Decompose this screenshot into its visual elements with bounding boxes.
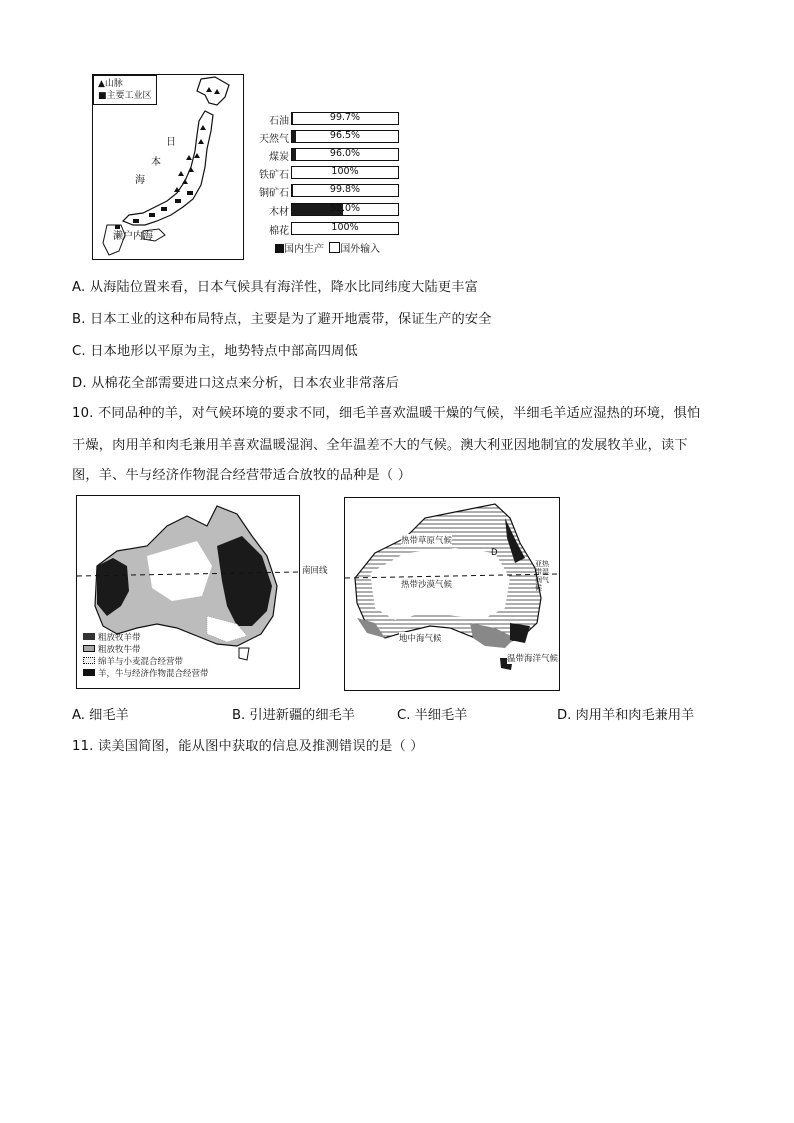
legend-item (83, 668, 209, 680)
legend-domestic: 国内生产 (284, 244, 324, 255)
bar (291, 130, 399, 143)
climate-label-desert: 热带沙漠气候 (401, 580, 453, 590)
japan-map-figure (92, 74, 244, 260)
legend-swatch (83, 669, 95, 676)
bar-value: 52.0% (329, 203, 361, 214)
bar-value: 99.8% (329, 184, 361, 195)
q9-option-c: C. 日本地形以平原为主，地势特点中部高四周低 (72, 344, 358, 359)
legend-label: 绵羊与小麦混合经营带 (98, 657, 184, 667)
climate-label-grassland: 热带草原气候 (401, 536, 453, 546)
legend-item (83, 632, 209, 644)
q10-option-b: B. 引进新疆的细毛羊 (232, 708, 355, 723)
sea-label-2: 本 (151, 157, 161, 168)
sea-label-3: 海 (135, 175, 145, 186)
bar-value: 99.7% (329, 112, 361, 123)
legend-swatch (83, 657, 95, 664)
q9-option-a: A. 从海陆位置来看，日本气候具有海洋性，降水比同纬度大陆更丰富 (72, 280, 479, 295)
q9-option-d: D. 从棉花全部需要进口这点来分析，日本农业非常落后 (72, 376, 400, 391)
pastoral-map-legend (83, 632, 209, 680)
q10-option-a: A. 细毛羊 (72, 708, 129, 723)
japan-map-legend (93, 75, 157, 105)
bar (291, 166, 399, 179)
q10-option-d: D. 肉用羊和肉毛兼用羊 (557, 708, 695, 723)
legend-label: 粗放牧牛带 (98, 645, 141, 655)
bar-value: 96.0% (329, 148, 361, 159)
climate-label-subtropical: 亚热带湿润气候 (535, 560, 549, 592)
q11-text: 11. 读美国简图，能从图中获取的信息及推测错误的是（ ） (72, 739, 424, 754)
legend-swatch-import (329, 242, 340, 253)
bar-label: 天然气 (259, 134, 289, 145)
climate-label-oceanic: 温带海洋气候 (507, 654, 559, 664)
legend-industrial: ■主要工业区 (98, 91, 152, 101)
legend-mountain: ▲山脉 (98, 79, 123, 89)
bar-value: 100% (331, 166, 359, 177)
bar-label: 铁矿石 (259, 170, 289, 181)
bar-label: 铜矿石 (259, 188, 289, 199)
q9-option-b: B. 日本工业的这种布局特点，主要是为了避开地震带，保证生产的安全 (72, 312, 492, 327)
australia-pastoral-map (76, 495, 300, 689)
legend-import: 国外输入 (340, 244, 381, 255)
legend-label: 羊，牛与经济作物混合经营带 (98, 669, 209, 679)
legend-label: 粗放牧羊带 (98, 633, 141, 643)
climate-label-d: D (491, 548, 498, 558)
bar-label: 棉花 (269, 226, 289, 237)
legend-swatch (83, 633, 95, 640)
q10-text-line-1: 10. 不同品种的羊，对气候环境的要求不同，细毛羊喜欢温暖干燥的气候，半细毛羊适应湿热的环境，惧怕 (72, 406, 701, 421)
bar-chart-legend (275, 240, 380, 255)
bar-value: 96.5% (329, 130, 361, 141)
climate-label-mediterranean: 地中海气候 (399, 634, 442, 644)
bar (291, 112, 399, 125)
legend-item (83, 656, 209, 668)
q10-option-c: C. 半细毛羊 (397, 708, 468, 723)
bar-label: 石油 (269, 116, 289, 127)
q10-text-line-3: 图，羊、牛与经济作物混合经营带适合放牧的品种是（ ） (72, 468, 412, 483)
legend-item (83, 644, 209, 656)
australia-climate-map (344, 497, 560, 691)
legend-swatch (83, 645, 95, 652)
sea-label-1: 日 (166, 137, 176, 148)
inland-sea-label: 濑户内海 (113, 231, 153, 242)
q10-text-line-2: 干燥，肉用羊和肉毛兼用羊喜欢温暖湿润、全年温差不大的气候。澳大利亚因地制宜的发展牧羊业，读下 (72, 438, 688, 453)
legend-swatch-domestic (275, 244, 284, 253)
bar (291, 184, 399, 197)
bar (291, 222, 399, 235)
bar-label: 煤炭 (269, 152, 289, 163)
bar-value: 100% (331, 222, 359, 233)
bar (291, 148, 399, 161)
bar-label: 木材 (269, 207, 289, 218)
bar (291, 203, 399, 216)
tropic-label: 南回线 (302, 566, 328, 576)
